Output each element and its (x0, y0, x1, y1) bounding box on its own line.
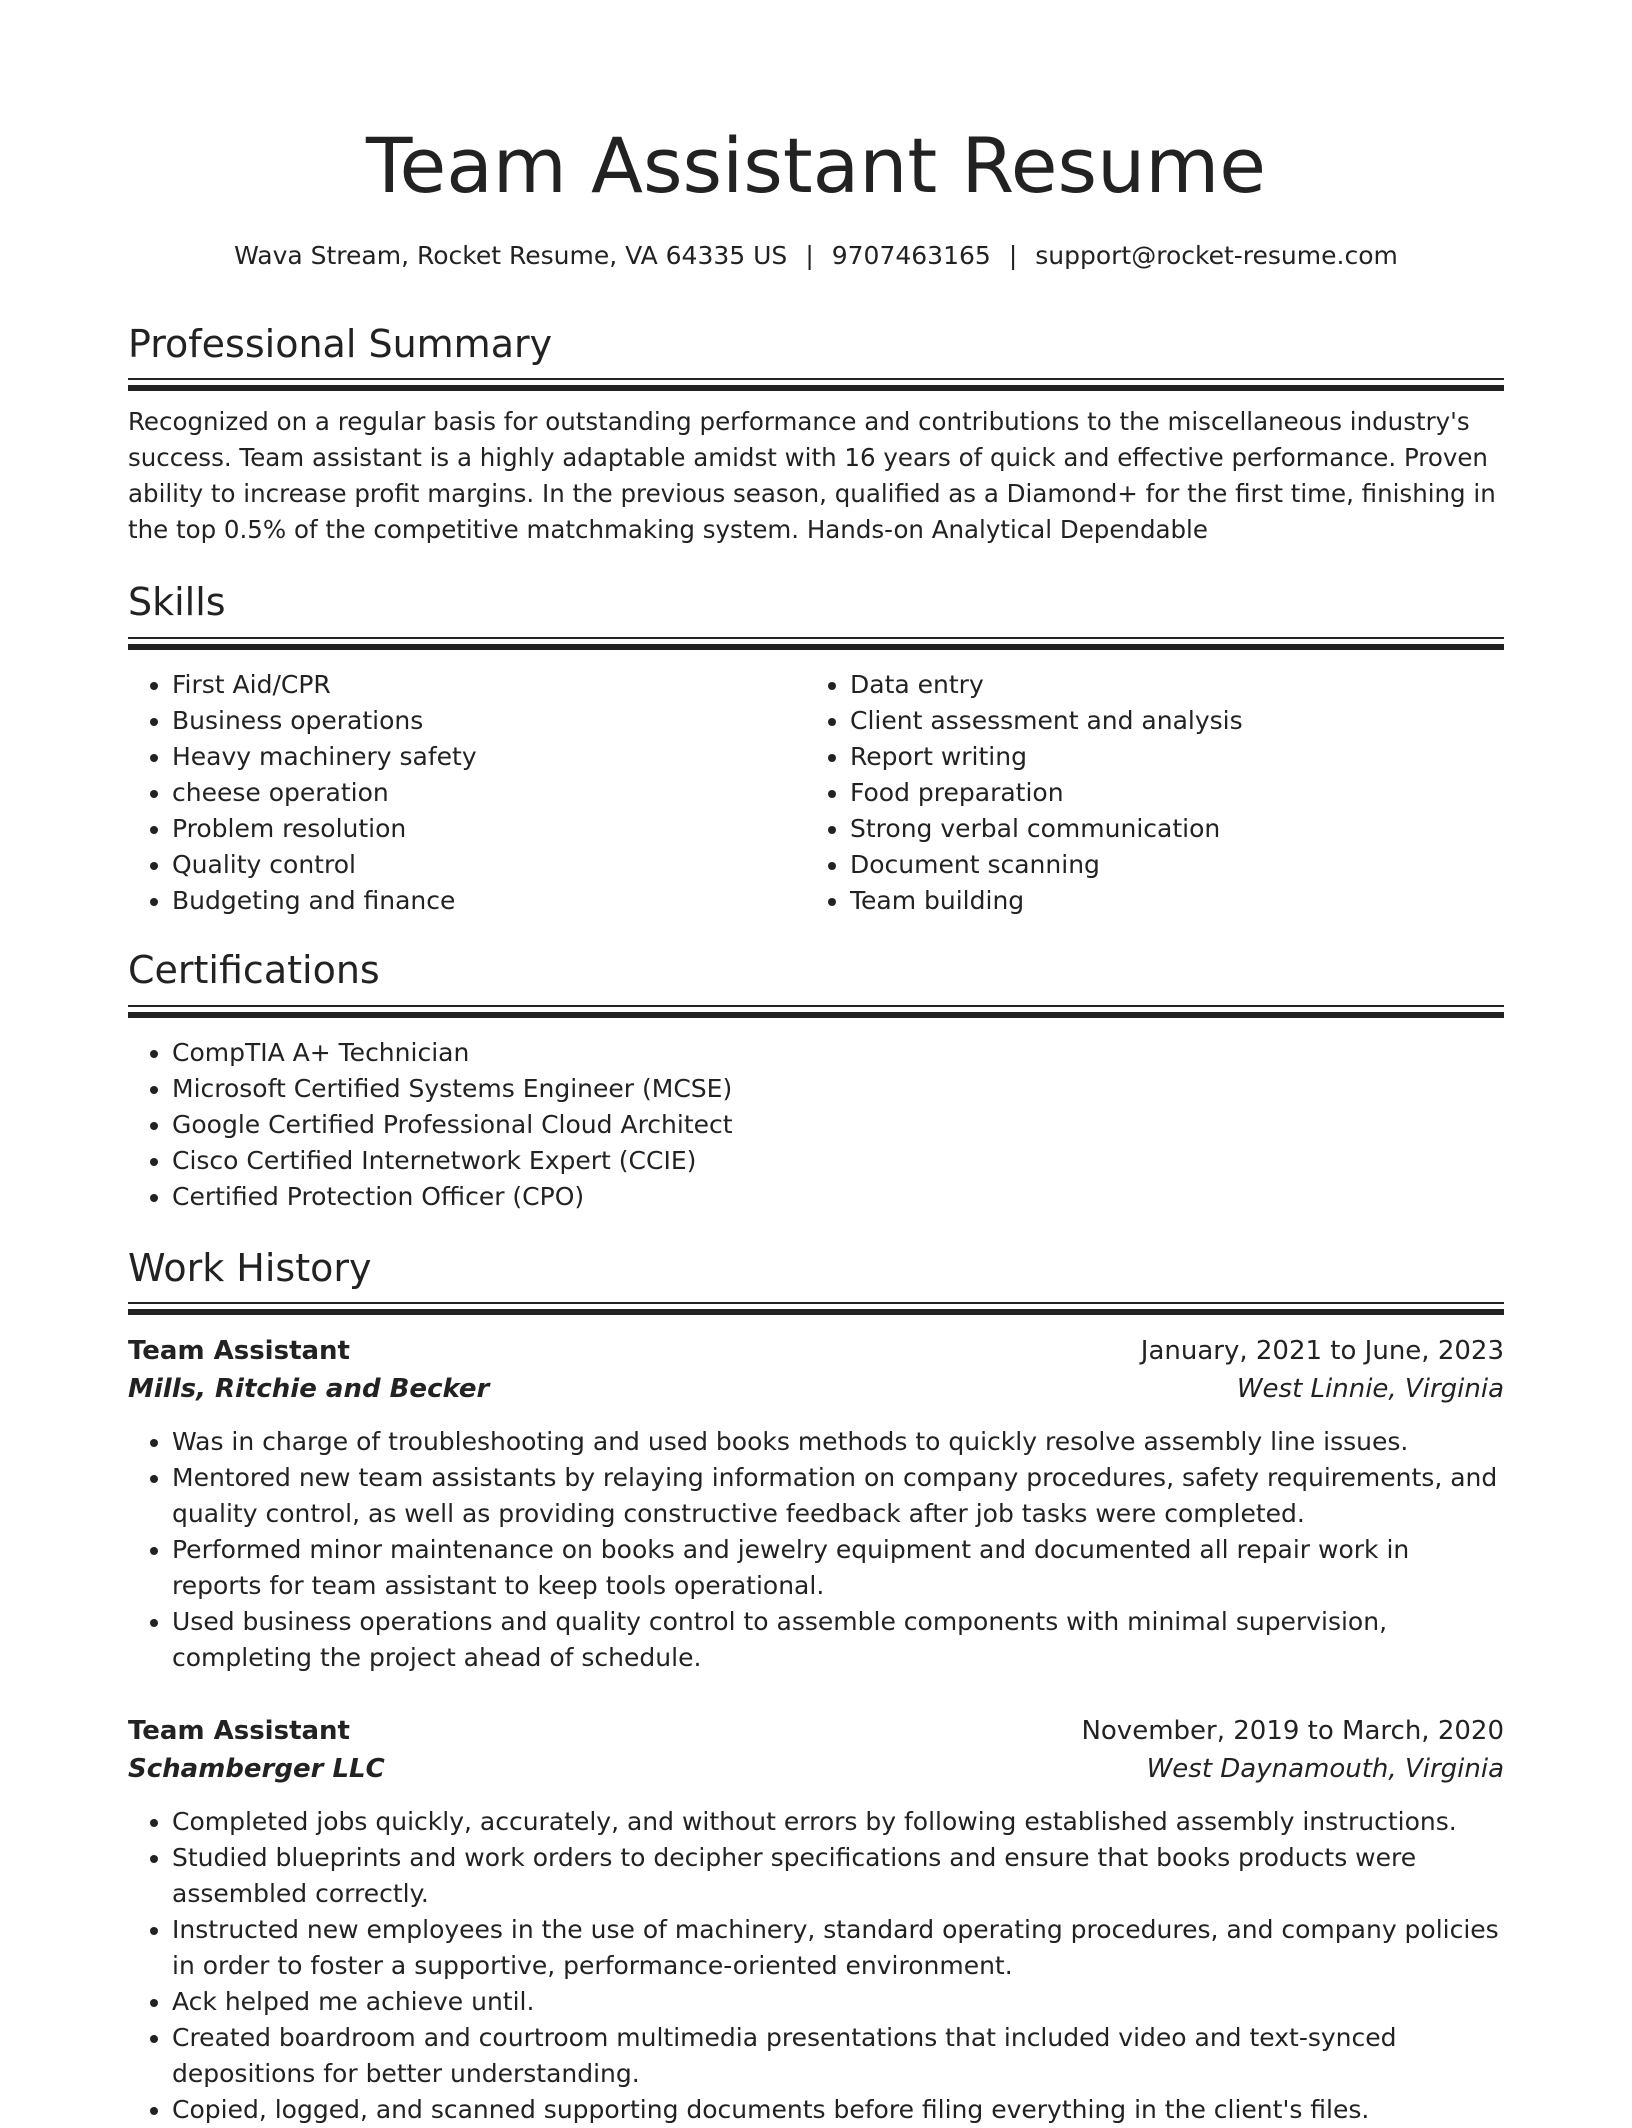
resume-title: Team Assistant Resume (365, 121, 1267, 210)
section-divider (128, 637, 1504, 650)
skill-item: • Team building (850, 883, 1504, 919)
contact-separator: | (805, 241, 814, 270)
skill-item: • cheese operation (172, 775, 804, 811)
certification-item: • Certified Protection Officer (CPO) (172, 1179, 1504, 1215)
skills-list-right (806, 667, 1504, 919)
job-bullets (128, 1424, 1504, 1676)
certification-item: • Cisco Certified Internetwork Expert (CCIE) (172, 1143, 1504, 1179)
certification-item: • Microsoft Certified Systems Engineer (MCSE) (172, 1071, 1504, 1107)
skill-item: • Strong verbal communication (850, 811, 1504, 847)
certifications-list (128, 1035, 1504, 1215)
skill-item: • Data entry (850, 667, 1504, 703)
job-header (128, 1712, 1504, 1750)
skill-item: • Report writing (850, 739, 1504, 775)
job-bullet: • Mentored new team assistants by relaying information on company procedures, safety requirements, and quality control, as well as providing constructive feedback after job tasks were completed. (172, 1460, 1504, 1532)
contact-email: support@rocket-resume.com (1035, 241, 1398, 270)
job-bullet: • Completed jobs quickly, accurately, and without errors by following established assembly instructions. (172, 1804, 1504, 1840)
skill-item: • Client assessment and analysis (850, 703, 1504, 739)
job-bullet: • Studied blueprints and work orders to decipher specifications and ensure that books products were assembled correctly. (172, 1840, 1504, 1912)
job-dates: November, 2019 to March, 2020 (1081, 1716, 1504, 1746)
section-heading-certifications: Certifications (128, 948, 380, 992)
job-subheader (128, 1370, 1504, 1408)
job-bullets (128, 1804, 1504, 2128)
job-bullet: • Was in charge of troubleshooting and used books methods to quickly resolve assembly line issues. (172, 1424, 1504, 1460)
section-heading-summary: Professional Summary (128, 322, 553, 366)
job-company: Mills, Ritchie and Becker (128, 1374, 490, 1404)
job-dates: January, 2021 to June, 2023 (1140, 1336, 1504, 1366)
contact-address: Wava Stream, Rocket Resume, VA 64335 US (234, 241, 788, 270)
skill-item: • First Aid/CPR (172, 667, 804, 703)
contact-phone: 9707463165 (831, 241, 991, 270)
job-bullet: • Created boardroom and courtroom multimedia presentations that included video and text-synced depositions for better understanding. (172, 2020, 1504, 2092)
skill-item: • Business operations (172, 703, 804, 739)
contact-line (128, 236, 1504, 276)
job-bullet: • Used business operations and quality control to assemble components with minimal supervision, completing the project ahead of schedule. (172, 1604, 1504, 1676)
skill-item: • Quality control (172, 847, 804, 883)
skills-list-left (128, 667, 804, 919)
summary-text: Recognized on a regular basis for outstanding performance and contributions to the miscellaneous industry's success. Team assistant is a highly adaptable amidst with 16 years of quick and effective performance. Proven ability to increase profit margins. In the previous season, qualified as a Diamond+ for the first time, finishing in the top 0.5% of the competitive matchmaking system. Hands-on Analytical Dependable (128, 407, 1496, 544)
certification-item: • CompTIA A+ Technician (172, 1035, 1504, 1071)
job-bullet: • Copied, logged, and scanned supporting documents before filing everything in the client's files. (172, 2092, 1504, 2128)
job-bullet: • Performed minor maintenance on books and jewelry equipment and documented all repair work in reports for team assistant to keep tools operational. (172, 1532, 1504, 1604)
job-title: Team Assistant (128, 1716, 350, 1746)
job-subheader (128, 1750, 1504, 1788)
skill-item: • Document scanning (850, 847, 1504, 883)
section-divider (128, 378, 1504, 391)
skill-item: • Budgeting and finance (172, 883, 804, 919)
skill-item: • Food preparation (850, 775, 1504, 811)
contact-separator: | (1008, 241, 1018, 270)
section-divider (128, 1005, 1504, 1018)
job-bullet: • Ack helped me achieve until. (172, 1984, 1504, 2020)
job-bullet: • Instructed new employees in the use of machinery, standard operating procedures, and company policies in order to foster a supportive, performance-oriented environment. (172, 1912, 1504, 1984)
certification-item: • Google Certified Professional Cloud Architect (172, 1107, 1504, 1143)
skill-item: • Problem resolution (172, 811, 804, 847)
section-heading-work-history: Work History (128, 1246, 372, 1290)
skill-item: • Heavy machinery safety (172, 739, 804, 775)
section-heading-skills: Skills (128, 580, 226, 624)
job-company: Schamberger LLC (128, 1754, 385, 1784)
job-location: West Linnie, Virginia (1236, 1374, 1504, 1404)
section-divider (128, 1302, 1504, 1315)
job-location: West Daynamouth, Virginia (1146, 1754, 1504, 1784)
job-header (128, 1332, 1504, 1370)
job-title: Team Assistant (128, 1336, 350, 1366)
